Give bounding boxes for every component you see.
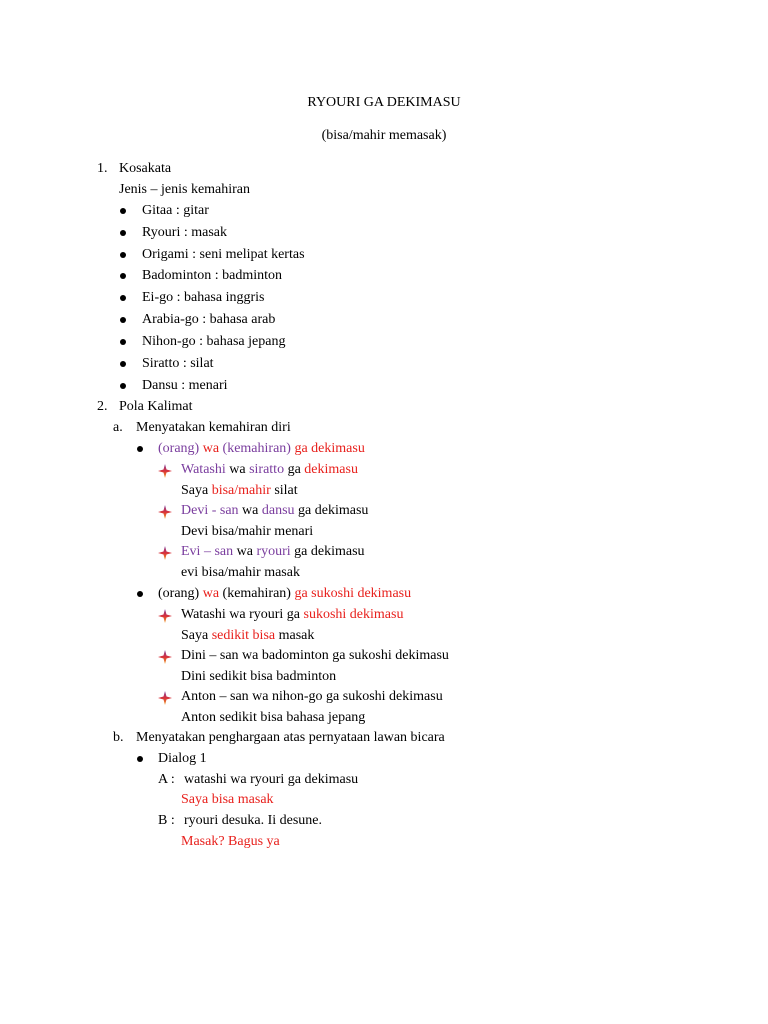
star-bullet-icon — [158, 650, 172, 664]
page-title: RYOURI GA DEKIMASU — [307, 95, 461, 110]
example-5-sentence: Dini – san wa badominton ga sukoshi dekimasu — [181, 648, 449, 663]
list-item: Ei-go : bahasa inggris — [142, 290, 265, 305]
example-1-translation: Saya bisa/mahir silat — [181, 483, 298, 498]
example-2-sentence: Devi - san wa dansu ga dekimasu — [181, 503, 369, 518]
subsection-a-heading: Menyatakan kemahiran diri — [136, 420, 291, 435]
example-2-translation: Devi bisa/mahir menari — [181, 524, 314, 539]
subsection-a-letter: a. — [113, 420, 123, 435]
example-6-sentence: Anton – san wa nihon-go ga sukoshi dekimasu — [181, 689, 443, 704]
dialog-line-a-translation: Saya bisa masak — [181, 792, 274, 807]
subsection-b-letter: b. — [113, 730, 124, 745]
dialog-line-a: watashi wa ryouri ga dekimasu — [184, 772, 359, 787]
example-3-sentence: Evi – san wa ryouri ga dekimasu — [181, 544, 365, 559]
example-4-sentence: Watashi wa ryouri ga sukoshi dekimasu — [181, 607, 404, 622]
list-item: Dansu : menari — [142, 378, 228, 393]
star-bullet-icon — [158, 609, 172, 623]
list-item: Siratto : silat — [142, 356, 214, 371]
dialog-label: Dialog 1 — [158, 751, 207, 766]
bullet-icon — [120, 252, 126, 258]
list-item: Origami : seni melipat kertas — [142, 247, 305, 262]
example-5-translation: Dini sedikit bisa badminton — [181, 669, 337, 684]
bullet-icon — [120, 317, 126, 323]
bullet-icon — [120, 339, 126, 345]
subsection-b-heading: Menyatakan penghargaan atas pernyataan lawan bicara — [136, 730, 445, 745]
star-bullet-icon — [158, 464, 172, 478]
dialog-speaker-a: A : — [158, 772, 175, 787]
bullet-icon — [120, 295, 126, 301]
bullet-icon — [137, 756, 143, 762]
list-item: Arabia-go : bahasa arab — [142, 312, 276, 327]
example-4-translation: Saya sedikit bisa masak — [181, 628, 315, 643]
list-item: Ryouri : masak — [142, 225, 227, 240]
bullet-icon — [120, 273, 126, 279]
bullet-icon — [137, 591, 143, 597]
section-1-heading: Kosakata — [119, 161, 172, 176]
pattern-2: (orang) wa (kemahiran) ga sukoshi dekimasu — [158, 586, 412, 601]
list-item: Gitaa : gitar — [142, 203, 209, 218]
star-bullet-icon — [158, 505, 172, 519]
section-2-heading: Pola Kalimat — [119, 399, 193, 414]
dialog-line-b-translation: Masak? Bagus ya — [181, 834, 280, 849]
list-item: Badominton : badminton — [142, 268, 282, 283]
example-3-translation: evi bisa/mahir masak — [181, 565, 300, 580]
pattern-1: (orang) wa (kemahiran) ga dekimasu — [158, 441, 365, 456]
dialog-speaker-b: B : — [158, 813, 175, 828]
dialog-line-b: ryouri desuka. Ii desune. — [184, 813, 323, 828]
bullet-icon — [137, 446, 143, 452]
example-1-sentence: Watashi wa siratto ga dekimasu — [181, 462, 358, 477]
bullet-icon — [120, 208, 126, 214]
bullet-icon — [120, 361, 126, 367]
list-item: Nihon-go : bahasa jepang — [142, 334, 286, 349]
page-subtitle: (bisa/mahir memasak) — [321, 128, 447, 143]
section-2-number: 2. — [97, 399, 108, 414]
bullet-icon — [120, 383, 126, 389]
bullet-icon — [120, 230, 126, 236]
example-6-translation: Anton sedikit bisa bahasa jepang — [181, 710, 366, 725]
section-1-intro: Jenis – jenis kemahiran — [119, 182, 251, 197]
star-bullet-icon — [158, 546, 172, 560]
star-bullet-icon — [158, 691, 172, 705]
section-1-number: 1. — [97, 161, 108, 176]
